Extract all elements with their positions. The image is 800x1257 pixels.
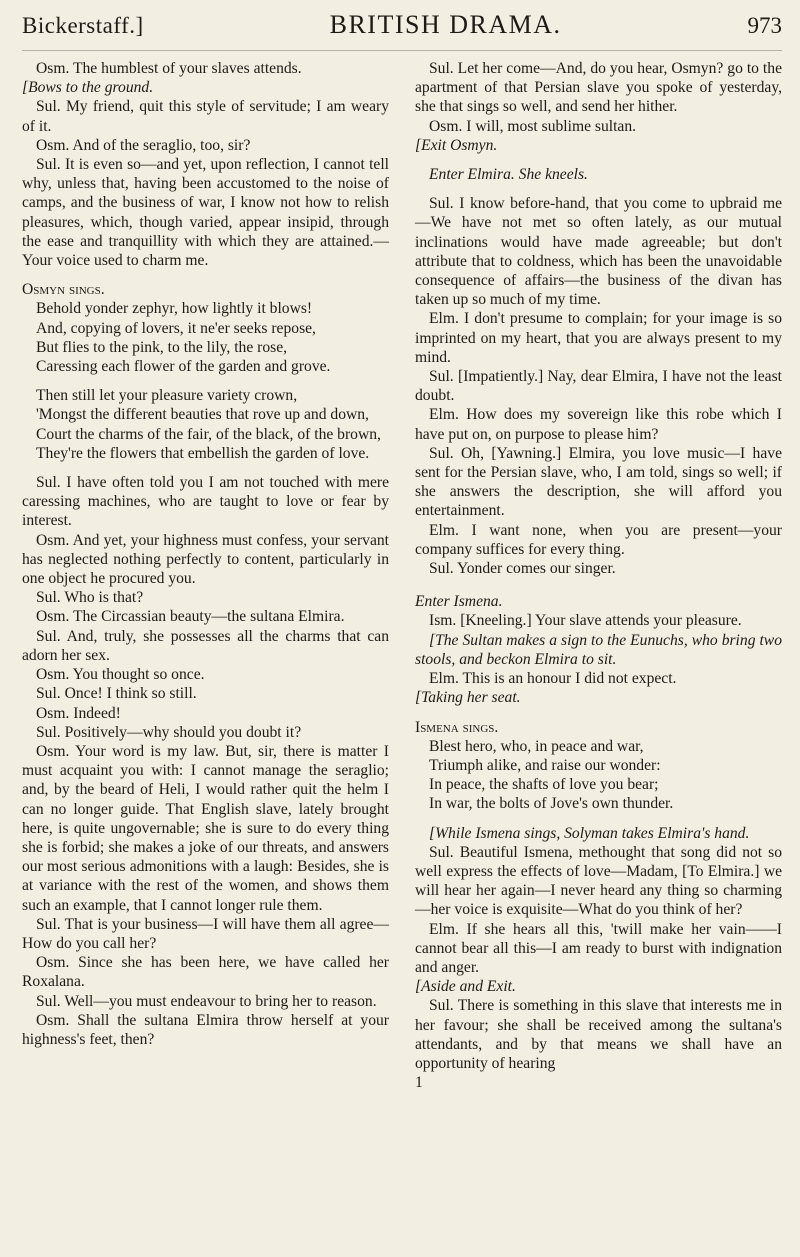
dialogue-line: Elm. How does my sovereign like this robe which I have put on, on purpose to please him? [415, 406, 782, 443]
signature-mark: 1 [415, 1074, 423, 1092]
song-line: Caressing each flower of the garden and grove. [36, 358, 331, 376]
dialogue-line: Sul. My friend, quit this style of servitude; I am weary of it. [22, 98, 389, 135]
dialogue-line: Osm. And yet, your highness must confess, your servant has neglected nothing perfectly to content, particularly in one object he procured you. [22, 531, 389, 588]
song-line: They're the flowers that embellish the garden of love. [36, 444, 370, 462]
stage-direction: [Taking her seat. [415, 689, 521, 707]
dialogue-line: Sul. There is something in this slave that interests me in her favour; she shall be received among the sultana's attendants, and by that means we shall have an opportunity of hearing [415, 997, 782, 1072]
song-verse [415, 737, 782, 814]
running-head [22, 10, 782, 51]
dialogue-line: Sul. I have often told you I am not touched with mere caressing machines, who are taught to love or fear by interest. [22, 474, 389, 530]
song-line: And, copying of lovers, it ne'er seeks repose, [36, 319, 316, 337]
dialogue-line: Sul. That is your business—I will have them all agree—How do you call her? [22, 915, 389, 952]
dialogue-line: Sul. Once! I think so still. [36, 685, 197, 703]
song-line: Then still let your pleasure variety crown, [36, 387, 298, 405]
dialogue-line: Osm. Your word is my law. But, sir, there is matter I must acquaint you with: I cannot manage the seraglio; and, by the beard of Heli, I would rather quit the helm I can no longer guide. That English slave, lately brought here, is quite ungovernable; she is sure to do every thing she is forbid; she makes a joke of our threats, and answers our most serious admonitions with a laugh: Besides, she is at variance with the rest of the women, and shows them such an example, that I cannot longer rule them. [22, 742, 389, 914]
song-line: Behold yonder zephyr, how lightly it blows! [36, 300, 313, 318]
dialogue-line: Osm. The Circassian beauty—the sultana Elmira. [36, 608, 345, 626]
dialogue-line: Sul. It is even so—and yet, upon reflection, I cannot tell why, unless that, having been accustomed to the noise of camps, and the business of war, I know not how to relish pleasures, which, though varied, appear insipid, through the ease and tranquillity with which they are attained.—Your voice used to charm me. [22, 156, 389, 270]
dialogue-line: Osm. Shall the sultana Elmira throw herself at your highness's feet, then? [22, 1011, 389, 1048]
song-heading: Osmyn sings. [22, 281, 105, 299]
right-column [415, 59, 782, 1092]
author-name: Bickerstaff.] [22, 13, 144, 38]
dialogue-line: Sul. Who is that? [36, 589, 144, 607]
song-verse-2 [22, 386, 389, 463]
song-verse-1 [22, 299, 389, 376]
dialogue-line: Sul. And, truly, she possesses all the charms that can adorn her sex. [22, 627, 389, 664]
stage-direction: [The Sultan makes a sign to the Eunuchs, who bring two stools, and beckon Elmira to sit. [415, 631, 782, 668]
song-line: 'Mongst the different beauties that rove up and down, [36, 406, 369, 424]
dialogue-line: Elm. I want none, when you are present—your company suffices for every thing. [415, 521, 782, 558]
dialogue-line: Osm. Indeed! [36, 704, 121, 722]
page-number: 973 [747, 13, 782, 38]
dialogue-line: Elm. I don't presume to complain; for your image is so imprinted on my heart, that you are always present to my mind. [415, 310, 782, 366]
dialogue-line: Sul. Oh, [Yawning.] Elmira, you love music—I have sent for the Persian slave, who, I am told, sings so well; if she answers the description, she will afford you entertainment. [415, 444, 782, 520]
dialogue-line: Osm. You thought so once. [36, 666, 205, 684]
song-line: In war, the bolts of Jove's own thunder. [429, 795, 674, 813]
entrance-direction: Enter Elmira. She kneels. [429, 166, 588, 184]
song-line: But flies to the pink, to the lily, the rose, [36, 338, 288, 356]
song-line: Triumph alike, and raise our wonder: [429, 756, 661, 774]
song-line: In peace, the shafts of love you bear; [429, 776, 659, 794]
stage-direction: [While Ismena sings, Solyman takes Elmira's hand. [429, 824, 750, 842]
song-heading: Ismena sings. [415, 718, 499, 736]
dialogue-line: Sul. Positively—why should you doubt it? [36, 723, 302, 741]
dialogue-line: Sul. Beautiful Ismena, methought that song did not so well express the effects of love—Madam, [To Elmira.] we will hear her again—I never heard any thing so charming—her voice is exquisite—What do you think of her? [415, 843, 782, 919]
dialogue-line: Osm. And of the seraglio, too, sir? [36, 136, 251, 154]
dialogue-line: Sul. Yonder comes our singer. [429, 560, 616, 578]
dialogue-line: Sul. [Impatiently.] Nay, dear Elmira, I have not the least doubt. [415, 368, 782, 405]
dialogue-line: Sul. Well—you must endeavour to bring her to reason. [36, 992, 377, 1010]
left-column [22, 59, 389, 1092]
song-line: Blest hero, who, in peace and war, [429, 737, 644, 755]
dialogue-line: Sul. I know before-hand, that you come to upbraid me—We have not met so often lately, as our mutual inclinations would have made agreeable; but don't attribute that to coldness, which has been the unavoidable consequence of affairs—the business of the divan has taken up so much of my time. [415, 195, 782, 309]
dialogue-line: Osm. Since she has been here, we have called her Roxalana. [22, 954, 389, 991]
dialogue-line: Ism. [Kneeling.] Your slave attends your pleasure. [429, 612, 742, 630]
stage-direction: [Bows to the ground. [22, 79, 154, 97]
song-line: Court the charms of the fair, of the black, of the brown, [36, 425, 381, 443]
dialogue-line: Elm. This is an honour I did not expect. [429, 670, 677, 688]
dialogue-line: Sul. Let her come—And, do you hear, Osmyn? go to the apartment of that Persian slave you spoke of yesterday, she that sings so well, and send her hither. [415, 60, 782, 116]
stage-direction: [Exit Osmyn. [415, 136, 498, 154]
text-columns [22, 59, 782, 1092]
dialogue-line: Osm. I will, most sublime sultan. [429, 117, 637, 135]
entrance-direction: Enter Ismena. [415, 593, 503, 611]
stage-direction: [Aside and Exit. [415, 978, 516, 996]
book-title: BRITISH DRAMA. [329, 10, 562, 39]
dialogue-line: Osm. The humblest of your slaves attends. [36, 60, 302, 77]
dialogue-line: Elm. If she hears all this, 'twill make her vain——I cannot bear all this—I am ready to burst with indignation and anger. [415, 920, 782, 976]
